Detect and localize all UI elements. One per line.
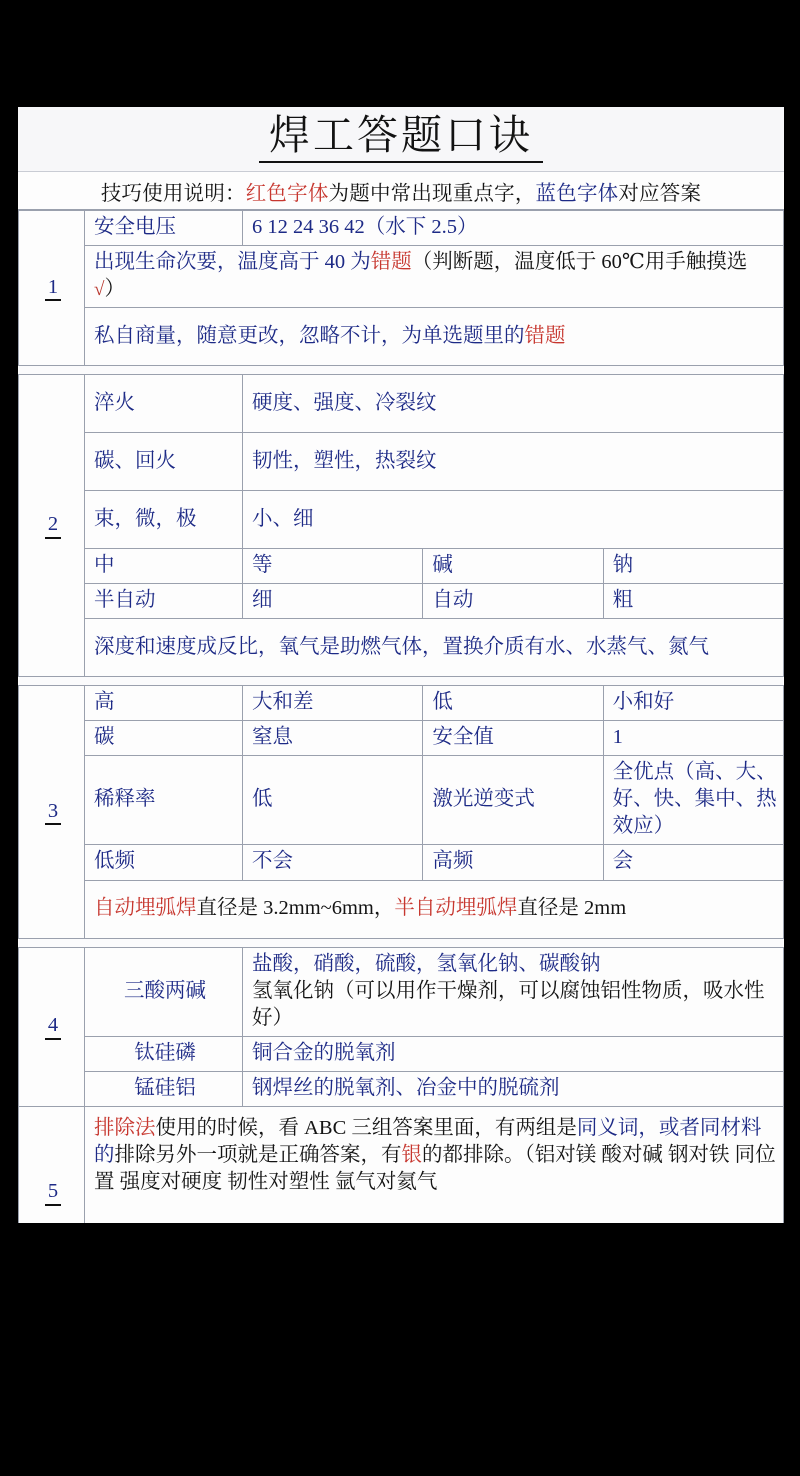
section-number: 1	[45, 277, 61, 302]
cell-note: 深度和速度成反比，氧气是助燃气体，置换介质有水、水蒸气、氮气	[85, 619, 784, 677]
cell-value-3: 钠	[603, 549, 783, 584]
section-number-cell	[19, 211, 85, 366]
cell-value-1: 窒息	[243, 721, 423, 756]
note-part-c: （判断题，温度低于 60℃用手触摸选	[411, 251, 748, 274]
section-number-cell	[19, 375, 85, 677]
legend-blue-term: 蓝色字体	[535, 182, 619, 205]
legend-prefix: 技巧使用说明：	[100, 182, 246, 205]
note-part-b: 直径是 3.2mm~6mm，	[196, 896, 395, 919]
worksheet-page	[18, 107, 784, 1223]
para-part-a: 排除法	[94, 1116, 156, 1139]
table-row	[19, 549, 784, 584]
table-row	[19, 211, 784, 246]
cell-note	[85, 880, 784, 938]
table-row	[19, 584, 784, 619]
para-part-e: 银	[401, 1143, 422, 1166]
table-row	[19, 947, 784, 1036]
cell-label: 钛硅磷	[85, 1036, 243, 1071]
section-number-cell	[19, 686, 85, 938]
section-number-cell	[19, 1106, 85, 1223]
table-row	[19, 491, 784, 549]
note-part-c: 半自动埋弧焊	[394, 896, 518, 919]
legend-blue-desc: 对应答案	[618, 182, 702, 205]
para-part-b: 使用的时候，看 ABC 三组答案里面，有两组是	[155, 1116, 577, 1139]
para-part-f: 的都排除。（铝对镁 酸对碱 钢对铁 同位置 强度对硬度 韧性对塑性 氩气对氦气	[94, 1143, 776, 1193]
table-row	[19, 1036, 784, 1071]
section-gap	[19, 677, 784, 686]
cell-value-3: 全优点（高、大、好、快、集中、热效应）	[603, 756, 783, 845]
cell-note	[85, 246, 784, 308]
section-number: 3	[45, 801, 61, 826]
cell-paragraph	[85, 1106, 784, 1223]
page-title: 焊工答题口诀	[259, 115, 543, 163]
cell-label: 低频	[85, 845, 243, 880]
section-gap	[19, 938, 784, 947]
checkmark-icon: √	[94, 279, 105, 301]
cell-value-3: 会	[603, 845, 783, 880]
table-row	[19, 721, 784, 756]
legend-red-term: 红色字体	[245, 182, 329, 205]
cell-value-2: 高频	[423, 845, 603, 880]
cell-value-3: 小和好	[603, 686, 783, 721]
cell-label: 半自动	[85, 584, 243, 619]
note-part-a: 私自商量，随意更改，忽略不计，为单选题里的	[94, 324, 525, 347]
table-row	[19, 845, 784, 880]
section-number: 4	[45, 1015, 61, 1040]
section-number: 2	[45, 514, 61, 539]
table-row	[19, 619, 784, 677]
cell-value-2: 激光逆变式	[423, 756, 603, 845]
cell-value-1: 低	[243, 756, 423, 845]
cell-value: 韧性，塑性，热裂纹	[243, 433, 784, 491]
mnemonics-table	[18, 210, 784, 1223]
title-band	[18, 107, 784, 171]
cell-value: 硬度、强度、冷裂纹	[243, 375, 784, 433]
table-row	[19, 1106, 784, 1223]
cell-label: 束，微，极	[85, 491, 243, 549]
cell-value-1: 等	[243, 549, 423, 584]
cell-value-2: 低	[423, 686, 603, 721]
cell-value-3: 粗	[603, 584, 783, 619]
cell-label: 安全电压	[85, 211, 243, 246]
cell-label: 稀释率	[85, 756, 243, 845]
cell-value: 6 12 24 36 42（水下 2.5）	[243, 211, 784, 246]
para-part-c: 同义词，或者同材料的	[94, 1116, 762, 1166]
note-part-d: ）	[104, 278, 125, 301]
section-gap	[19, 366, 784, 375]
note-part-b: 错题	[524, 324, 566, 347]
cell-label: 锰硅铝	[85, 1071, 243, 1106]
cell-value	[243, 947, 784, 1036]
cell-value: 钢焊丝的脱氧剂、冶金中的脱硫剂	[243, 1071, 784, 1106]
legend-note	[18, 171, 784, 210]
cell-value: 铜合金的脱氧剂	[243, 1036, 784, 1071]
note-part-d: 直径是 2mm	[517, 896, 627, 919]
cell-value-2: 安全值	[423, 721, 603, 756]
table-row	[19, 433, 784, 491]
table-row	[19, 1071, 784, 1106]
table-row	[19, 756, 784, 845]
table-row	[19, 308, 784, 366]
note-part-a: 自动埋弧焊	[94, 896, 197, 919]
legend-red-desc: 为题中常出现重点字，	[328, 182, 536, 205]
table-row	[19, 246, 784, 308]
cell-label: 三酸两碱	[85, 947, 243, 1036]
note-part-a: 出现生命次要，温度高于 40 为	[94, 251, 371, 274]
cell-label: 碳、回火	[85, 433, 243, 491]
cell-label: 淬火	[85, 375, 243, 433]
section-number: 5	[45, 1181, 61, 1206]
cell-value-2: 自动	[423, 584, 603, 619]
cell-label: 中	[85, 549, 243, 584]
cell-value-line1: 盐酸，硝酸，硫酸，氢氧化钠、碳酸钠	[252, 952, 601, 975]
para-part-d: 排除另外一项就是正确答案，有	[114, 1143, 402, 1166]
cell-value-3: 1	[603, 721, 783, 756]
cell-label: 高	[85, 686, 243, 721]
table-row	[19, 686, 784, 721]
table-row	[19, 375, 784, 433]
table-row	[19, 880, 784, 938]
cell-value-1: 大和差	[243, 686, 423, 721]
cell-value-line2: 氢氧化钠（可以用作干燥剂，可以腐蚀铝性物质，吸水性好）	[252, 979, 765, 1029]
cell-value: 小、细	[243, 491, 784, 549]
note-part-b: 错题	[370, 251, 412, 274]
cell-label: 碳	[85, 721, 243, 756]
cell-value-2: 碱	[423, 549, 603, 584]
cell-value-1: 细	[243, 584, 423, 619]
cell-note	[85, 308, 784, 366]
section-number-cell	[19, 947, 85, 1106]
cell-value-1: 不会	[243, 845, 423, 880]
